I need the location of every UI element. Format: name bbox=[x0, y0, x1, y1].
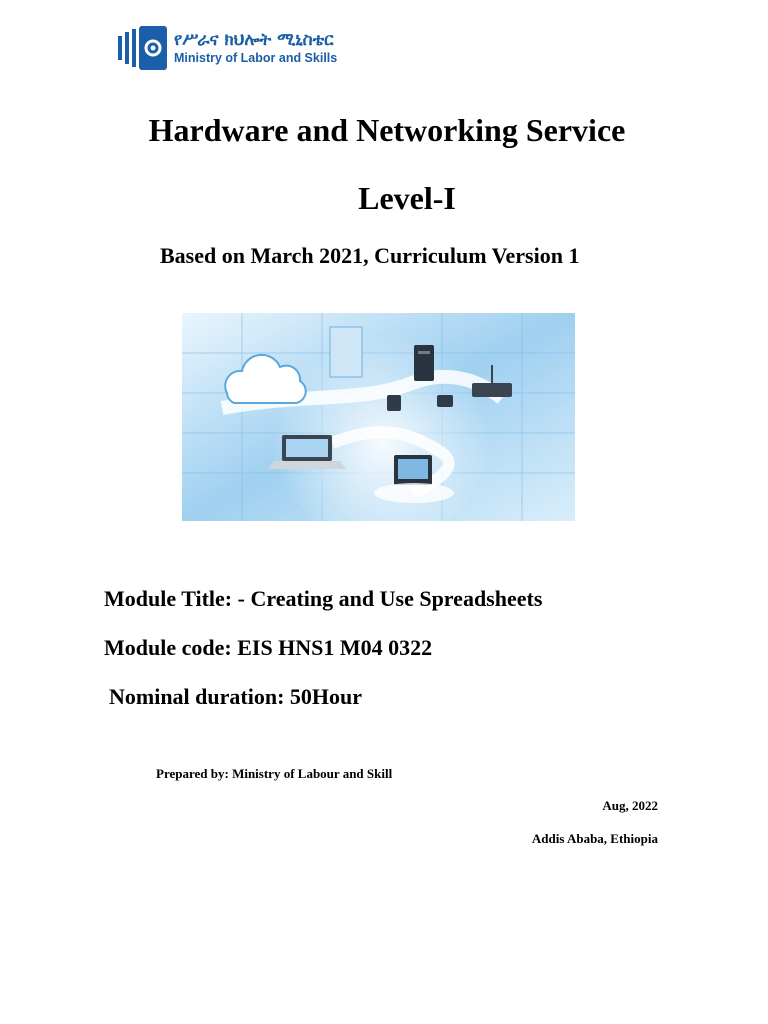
module-title: Module Title: - Creating and Use Spreadsheets bbox=[104, 586, 543, 611]
nominal-duration: Nominal duration: 50Hour bbox=[109, 684, 363, 709]
network-illustration bbox=[182, 313, 575, 521]
prepared-by: Prepared by: Ministry of Labour and Skill bbox=[156, 766, 393, 781]
logo-amharic-text: የሥራና ክህሎት ሚኒስቴር bbox=[174, 30, 334, 50]
publication-date: Aug, 2022 bbox=[602, 798, 658, 813]
level-heading: Level-I bbox=[358, 180, 456, 216]
curriculum-note: Based on March 2021, Curriculum Version 1 bbox=[160, 243, 580, 268]
publication-place: Addis Ababa, Ethiopia bbox=[531, 831, 658, 846]
module-code: Module code: EIS HNS1 M04 0322 bbox=[104, 635, 433, 660]
document-title: Hardware and Networking Service bbox=[148, 112, 626, 148]
logo-english-text: Ministry of Labor and Skills bbox=[174, 51, 338, 65]
